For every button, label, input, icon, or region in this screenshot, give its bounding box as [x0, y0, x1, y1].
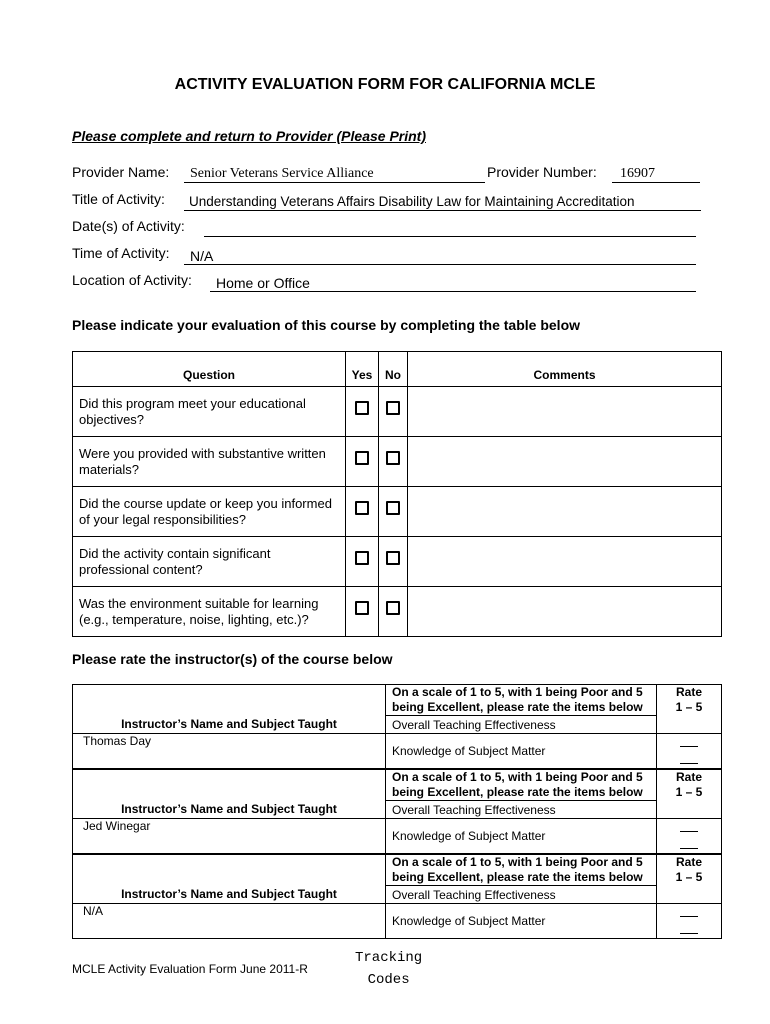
no-checkbox[interactable]	[386, 551, 400, 565]
evaluation-table	[72, 351, 722, 637]
dates-of-activity-field[interactable]	[204, 218, 696, 237]
instructor-name[interactable]: Jed Winegar	[73, 819, 386, 854]
instructor-table	[72, 769, 722, 854]
comments-cell[interactable]	[408, 387, 722, 437]
form-identifier: MCLE Activity Evaluation Form June 2011-R	[72, 962, 308, 976]
instructor-name-header: Instructor’s Name and Subject Taught	[73, 685, 386, 734]
no-column-header: No	[379, 352, 408, 387]
yes-checkbox[interactable]	[355, 501, 369, 515]
yes-checkbox[interactable]	[355, 551, 369, 565]
rate-blank[interactable]	[680, 819, 698, 832]
question-text: Did this program meet your educational objectives?	[73, 387, 346, 437]
table-row	[73, 487, 722, 537]
question-text: Did the course update or keep you informed of your legal responsibilities?	[73, 487, 346, 537]
yes-checkbox[interactable]	[355, 451, 369, 465]
dates-of-activity-label: Date(s) of Activity:	[72, 218, 185, 234]
instructor-table	[72, 854, 722, 939]
no-checkbox[interactable]	[386, 601, 400, 615]
provider-number-label: Provider Number:	[487, 164, 597, 180]
yes-column-header: Yes	[346, 352, 379, 387]
rate-header: Rate 1 – 5	[657, 770, 722, 819]
location-of-activity-field[interactable]: Home or Office	[210, 273, 696, 292]
evaluation-heading: Please indicate your evaluation of this course by completing the table below	[72, 317, 581, 333]
comments-cell[interactable]	[408, 587, 722, 637]
knowledge-subject-label: Knowledge of Subject Matter	[386, 819, 657, 854]
table-row	[73, 537, 722, 587]
rating-scale-text: On a scale of 1 to 5, with 1 being Poor and 5 being Excellent, please rate the items below	[386, 770, 657, 801]
overall-teaching-label: Overall Teaching Effectiveness	[386, 886, 657, 904]
knowledge-subject-label: Knowledge of Subject Matter	[386, 904, 657, 939]
instructor-name[interactable]: N/A	[73, 904, 386, 939]
table-row	[73, 387, 722, 437]
provider-number-field[interactable]: 16907	[612, 164, 700, 183]
title-of-activity-label: Title of Activity:	[72, 191, 165, 207]
tracking-codes: Tracking Codes	[355, 950, 423, 988]
form-title: ACTIVITY EVALUATION FORM FOR CALIFORNIA MCLE	[174, 76, 596, 93]
rate-blank[interactable]	[680, 734, 698, 747]
comments-cell[interactable]	[408, 487, 722, 537]
no-checkbox[interactable]	[386, 501, 400, 515]
question-column-header: Question	[73, 352, 346, 387]
instructor-name[interactable]: Thomas Day	[73, 734, 386, 769]
table-row	[73, 437, 722, 487]
rate-blank[interactable]	[680, 921, 698, 934]
provider-name-field[interactable]: Senior Veterans Service Alliance	[184, 164, 485, 183]
location-of-activity-label: Location of Activity:	[72, 272, 192, 288]
instructor-name-header: Instructor’s Name and Subject Taught	[73, 770, 386, 819]
question-text: Was the environment suitable for learning (e.g., temperature, noise, lighting, etc.)?	[73, 587, 346, 637]
no-checkbox[interactable]	[386, 401, 400, 415]
no-checkbox[interactable]	[386, 451, 400, 465]
form-instructions: Please complete and return to Provider (Please Print)	[72, 128, 426, 144]
comments-cell[interactable]	[408, 437, 722, 487]
knowledge-subject-label: Knowledge of Subject Matter	[386, 734, 657, 769]
table-row	[73, 587, 722, 637]
question-text: Did the activity contain significant professional content?	[73, 537, 346, 587]
title-of-activity-field[interactable]: Understanding Veterans Affairs Disability Law for Maintaining Accreditation	[184, 192, 701, 211]
overall-teaching-label: Overall Teaching Effectiveness	[386, 716, 657, 734]
rate-blank[interactable]	[680, 904, 698, 917]
rating-scale-text: On a scale of 1 to 5, with 1 being Poor and 5 being Excellent, please rate the items below	[386, 685, 657, 716]
instructor-table	[72, 684, 722, 769]
provider-name-label: Provider Name:	[72, 164, 170, 180]
yes-checkbox[interactable]	[355, 601, 369, 615]
rate-header: Rate 1 – 5	[657, 685, 722, 734]
rate-header: Rate 1 – 5	[657, 855, 722, 904]
overall-teaching-label: Overall Teaching Effectiveness	[386, 801, 657, 819]
rate-blank[interactable]	[680, 836, 698, 849]
time-of-activity-field[interactable]: N/A	[184, 246, 696, 265]
time-of-activity-label: Time of Activity:	[72, 245, 170, 261]
rating-scale-text: On a scale of 1 to 5, with 1 being Poor and 5 being Excellent, please rate the items below	[386, 855, 657, 886]
instructor-name-header: Instructor’s Name and Subject Taught	[73, 855, 386, 904]
comments-column-header: Comments	[408, 352, 722, 387]
comments-cell[interactable]	[408, 537, 722, 587]
yes-checkbox[interactable]	[355, 401, 369, 415]
rate-blank[interactable]	[680, 751, 698, 764]
question-text: Were you provided with substantive written materials?	[73, 437, 346, 487]
instructor-heading: Please rate the instructor(s) of the course below	[72, 651, 393, 667]
